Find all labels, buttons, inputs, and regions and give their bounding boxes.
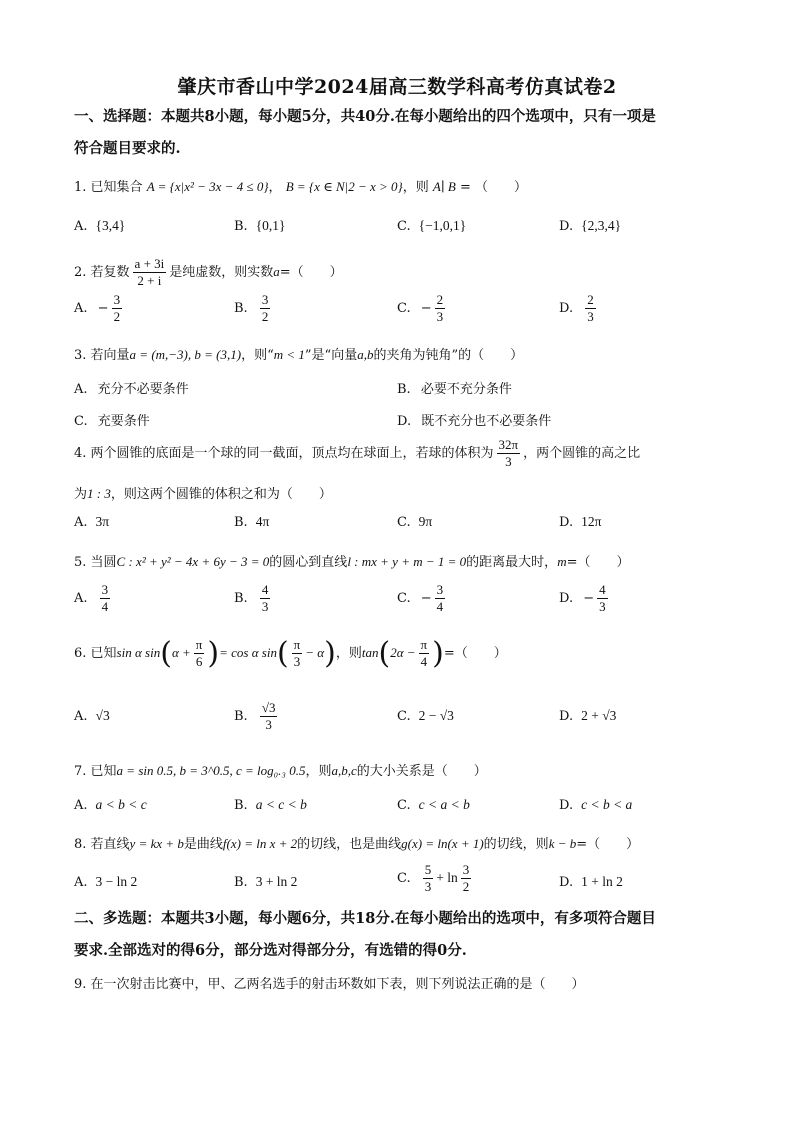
q7-option-c[interactable] <box>397 797 470 813</box>
fraction-numerator: 3 <box>261 292 269 307</box>
option-label: C. <box>74 414 88 429</box>
question-6 <box>74 636 507 671</box>
q8-expr: k − b <box>548 836 577 851</box>
option-label: A. <box>74 515 88 530</box>
fraction-denominator: 2 <box>113 309 121 324</box>
q1-options <box>74 218 724 244</box>
q6-eq: = cos α sin <box>219 645 277 660</box>
fraction-denominator: 4 <box>420 654 428 669</box>
option-label: A. <box>74 798 88 813</box>
question-9 <box>74 973 585 992</box>
q9-text: 9. 在一次射击比赛中，甲、乙两名选手的射击环数如下表，则下列说法正确的是（ ） <box>74 977 585 992</box>
fraction-denominator: 2 + i <box>137 273 162 288</box>
q6-option-b[interactable] <box>234 700 280 733</box>
q7-option-a[interactable] <box>74 797 147 813</box>
fraction-denominator: 2 <box>462 879 470 894</box>
q6-arg-1: α + <box>171 645 191 660</box>
option-text: 9π <box>418 514 433 529</box>
q8-g: g(x) = ln(x + 1) <box>401 836 484 851</box>
option-text: {−1,0,1} <box>418 218 467 233</box>
option-mid: + ln <box>436 870 458 885</box>
question-1 <box>74 176 527 195</box>
q3-option-b[interactable] <box>397 378 512 397</box>
q2-ask: =（ ） <box>279 265 343 280</box>
q8-text-2: 是曲线 <box>183 837 223 852</box>
question-7 <box>74 760 487 779</box>
q2-option-d[interactable] <box>559 292 599 325</box>
q4-line2-b: ，则这两个圆锥的体积之和为（ ） <box>110 487 332 502</box>
q1-expr: A∣ B <box>432 179 456 194</box>
q8-option-a[interactable] <box>74 874 137 890</box>
section-2-line-2: 要求.全部选对的得6分，部分选对得部分分，有选错的得0分. <box>74 942 467 959</box>
q6-text-1: 6. 已知 <box>74 646 117 661</box>
fraction-numerator: π <box>420 637 428 652</box>
option-label: A. <box>74 709 88 724</box>
q4-text-2: ，两个圆锥的高之比 <box>523 446 641 461</box>
option-text: 充要条件 <box>97 414 150 429</box>
option-text: 既不充分也不必要条件 <box>421 414 552 429</box>
option-text: c < b < a <box>581 797 633 812</box>
q5-option-b[interactable] <box>234 582 273 615</box>
option-label: C. <box>397 798 411 813</box>
q7-text-1: 7. 已知 <box>74 764 117 779</box>
option-text: {0,1} <box>255 218 286 233</box>
q3-options-row-1 <box>74 378 724 404</box>
exam-title: 肇庆市香山中学2024届高三数学科高考仿真试卷2 <box>177 76 617 98</box>
q6-options <box>74 700 724 740</box>
q1-ask: = （ ） <box>459 180 528 195</box>
q8-text-3: 的切线，也是曲线 <box>297 837 402 852</box>
q7-text-3: 的大小关系是（ ） <box>356 764 487 779</box>
section-2-line-1: 二、多选题：本题共3小题，每小题6分，共18分.在每小题给出的选项中，有多项符合题目 <box>74 910 656 927</box>
fraction-numerator: 4 <box>599 582 606 597</box>
q5-option-d[interactable] <box>559 582 611 615</box>
q1-set-a: A = {x|x² − 3x − 4 ≤ 0} <box>146 179 269 194</box>
right-paren: ) <box>324 636 336 671</box>
q4-option-c[interactable] <box>397 514 432 530</box>
q8-option-b[interactable] <box>234 874 297 890</box>
q6-ask: =（ ） <box>443 646 507 661</box>
fraction-numerator: π <box>195 637 203 652</box>
section-1-heading <box>74 101 724 165</box>
q8-line: y = kx + b <box>129 836 184 851</box>
fraction-denominator: 3 <box>436 309 444 324</box>
fraction-denominator: 2 <box>261 309 269 324</box>
fraction-denominator: 4 <box>101 599 109 614</box>
q2-option-c[interactable] <box>397 292 448 325</box>
option-text: √3 <box>95 708 110 723</box>
q4-fraction <box>497 437 521 470</box>
fraction-numerator: 2 <box>436 292 444 307</box>
option-sign: − <box>420 301 432 316</box>
option-label: A. <box>74 875 88 890</box>
q5-text-3: 的距离最大时， <box>466 555 558 570</box>
fraction-numerator: 5 <box>424 862 432 877</box>
option-text: {2,3,4} <box>581 218 622 233</box>
q4-ratio: 1 : 3 <box>87 486 111 501</box>
fraction-numerator: 3 <box>436 582 444 597</box>
q8-f: f(x) = ln x + 2 <box>222 836 298 851</box>
fraction-numerator: 2 <box>587 292 594 307</box>
q8-option-c[interactable] <box>397 862 474 895</box>
q5-var: m <box>557 554 567 569</box>
q2-mid: 是纯虚数，则实数 <box>169 265 274 280</box>
fraction-denominator: 3 <box>599 599 606 614</box>
q7-option-d[interactable] <box>559 797 632 813</box>
q4-option-b[interactable] <box>234 514 269 530</box>
right-paren: ) <box>432 636 444 671</box>
fraction-numerator: 4 <box>261 582 269 597</box>
q8-ask: =（ ） <box>576 837 640 852</box>
option-label: C. <box>397 709 411 724</box>
q3-text-3: ”是“向量 <box>304 348 358 363</box>
q2-option-b[interactable] <box>234 292 273 325</box>
option-text: {3,4} <box>95 218 126 233</box>
option-text: 必要不充分条件 <box>420 382 512 397</box>
section-1-line-2: 符合题目要求的. <box>74 140 181 157</box>
q4-line2-a: 为 <box>74 487 88 502</box>
question-8 <box>74 833 639 852</box>
q1-set-b: B = {x ∈ N|2 − x > 0} <box>285 179 403 194</box>
q6-tan: tan <box>361 645 379 660</box>
q4-text-1: 4. 两个圆锥的底面是一个球的同一截面，顶点均在球面上，若球的体积为 <box>74 446 494 461</box>
question-3 <box>74 344 523 363</box>
fraction-denominator: 6 <box>195 654 203 669</box>
fraction-denominator: 3 <box>265 717 272 732</box>
q3-option-d[interactable] <box>397 410 551 429</box>
option-label: B. <box>234 515 248 530</box>
q2-fraction <box>133 256 167 289</box>
q7-vars: a,b,c <box>331 763 357 778</box>
right-paren: ) <box>207 636 220 671</box>
fraction-denominator: 3 <box>587 309 594 324</box>
option-label: A. <box>74 219 88 234</box>
option-text: 4π <box>255 514 270 529</box>
left-paren: ( <box>378 636 391 671</box>
q6-arg-3: 2α − <box>390 645 416 660</box>
q1-option-b[interactable] <box>234 218 286 234</box>
option-label: A. <box>74 591 88 606</box>
q7-option-b[interactable] <box>234 797 307 813</box>
q3-options-row-2 <box>74 410 724 436</box>
q8-options <box>74 862 724 902</box>
option-text: 充分不必要条件 <box>97 382 189 397</box>
q6-option-d[interactable] <box>559 708 616 724</box>
q8-text-1: 8. 若直线 <box>74 837 130 852</box>
q2-number: 2. 若复数 <box>74 265 130 280</box>
option-sign: − <box>583 591 595 606</box>
option-label: C. <box>397 515 411 530</box>
q6-option-a[interactable] <box>74 708 110 724</box>
option-label: C. <box>397 301 411 316</box>
q1-tail: ，则 <box>402 180 429 195</box>
q3-vectors: a = (m,−3), b = (3,1) <box>129 347 242 362</box>
q1-option-c[interactable] <box>397 218 466 234</box>
option-text: 3 + ln 2 <box>255 874 298 889</box>
option-text: c < a < b <box>418 797 470 812</box>
fraction-numerator: a + 3i <box>134 256 165 271</box>
q8-option-d[interactable] <box>559 874 623 890</box>
fraction-numerator: √3 <box>261 700 276 715</box>
option-label: B. <box>234 219 248 234</box>
option-label: D. <box>559 591 574 606</box>
fraction-numerator: π <box>293 637 301 652</box>
q5-line: l : mx + y + m − 1 = 0 <box>347 554 467 569</box>
q3-option-a[interactable] <box>74 378 189 397</box>
q5-circle: C : x² + y² − 4x + 6y − 3 = 0 <box>116 554 270 569</box>
option-label: D. <box>559 219 574 234</box>
q5-ask: =（ ） <box>566 555 630 570</box>
q7-text-2: ，则 <box>305 764 332 779</box>
q1-sep: ， <box>268 180 282 195</box>
q4-option-d[interactable] <box>559 514 601 530</box>
option-label: C. <box>397 219 411 234</box>
fraction-numerator: 3 <box>113 292 121 307</box>
option-label: D. <box>559 798 574 813</box>
question-2 <box>74 256 343 289</box>
section-1-line-1: 一、选择题：本题共8小题，每小题5分，共40分.在每小题给出的四个选项中，只有一项是 <box>74 108 656 125</box>
option-label: D. <box>559 709 574 724</box>
q3-condition: m < 1 <box>273 347 305 362</box>
q3-vector-pair: a,b <box>357 347 374 362</box>
question-5 <box>74 551 629 570</box>
fraction-numerator: 3 <box>101 582 109 597</box>
option-label: B. <box>234 875 248 890</box>
q5-text-2: 的圆心到直线 <box>269 555 348 570</box>
option-text: 3 − ln 2 <box>95 874 138 889</box>
option-text: a < b < c <box>95 797 147 812</box>
left-paren: ( <box>276 636 289 671</box>
q2-option-a[interactable] <box>74 292 125 325</box>
q5-text-1: 5. 当圆 <box>74 555 117 570</box>
q7-expr: a = sin 0.5, b = 3^0.5, c = log₀.₃ 0.5 <box>116 763 306 778</box>
q1-option-a[interactable] <box>74 218 125 234</box>
q4-options <box>74 514 724 540</box>
q6-arg-2: − α <box>305 645 325 660</box>
q5-option-a[interactable] <box>74 582 113 615</box>
option-label: B. <box>234 301 248 316</box>
option-text: 2 − √3 <box>418 708 454 723</box>
option-text: 3π <box>95 514 110 529</box>
q3-text-1: 3. 若向量 <box>74 348 130 363</box>
option-label: B. <box>234 709 248 724</box>
option-label: B. <box>234 798 248 813</box>
option-sign: − <box>97 301 109 316</box>
q6-lhs: sin α sin <box>116 645 161 660</box>
q3-text-2: ，则“ <box>241 348 274 363</box>
fraction-denominator: 3 <box>261 599 269 614</box>
option-text: 2 + √3 <box>581 708 617 723</box>
q1-option-d[interactable] <box>559 218 621 234</box>
option-label: D. <box>559 875 574 890</box>
fraction-numerator: 32π <box>498 437 519 452</box>
section-2-heading <box>74 903 724 967</box>
option-text: 1 + ln 2 <box>581 874 623 889</box>
q6-option-c[interactable] <box>397 708 454 724</box>
question-4 <box>74 437 640 470</box>
left-paren: ( <box>160 636 172 671</box>
q2-options <box>74 292 724 332</box>
option-label: B. <box>397 382 411 397</box>
option-sign: − <box>420 591 432 606</box>
fraction-denominator: 3 <box>293 654 301 669</box>
option-label: C. <box>397 871 411 886</box>
fraction-denominator: 3 <box>424 879 432 894</box>
q7-options <box>74 797 724 823</box>
q6-text-2: ，则 <box>335 646 362 661</box>
fraction-denominator: 4 <box>436 599 444 614</box>
option-label: D. <box>559 301 574 316</box>
option-text: 12π <box>581 514 602 529</box>
q8-text-4: 的切线，则 <box>483 837 549 852</box>
q3-text-4: 的夹角为钝角”的（ ） <box>373 348 524 363</box>
question-4-line-2 <box>74 483 332 502</box>
option-label: B. <box>234 591 248 606</box>
q3-option-c[interactable] <box>74 410 150 429</box>
q5-option-c[interactable] <box>397 582 448 615</box>
q1-number: 1. 已知集合 <box>74 180 143 195</box>
option-label: A. <box>74 382 88 397</box>
option-label: A. <box>74 301 88 316</box>
option-label: D. <box>559 515 574 530</box>
option-label: D. <box>397 414 412 429</box>
fraction-denominator: 3 <box>505 454 512 469</box>
q4-option-a[interactable] <box>74 514 109 530</box>
q2-var: a <box>273 264 280 279</box>
option-text: a < c < b <box>255 797 307 812</box>
q5-options <box>74 582 724 622</box>
option-label: C. <box>397 591 411 606</box>
fraction-numerator: 3 <box>462 862 470 877</box>
